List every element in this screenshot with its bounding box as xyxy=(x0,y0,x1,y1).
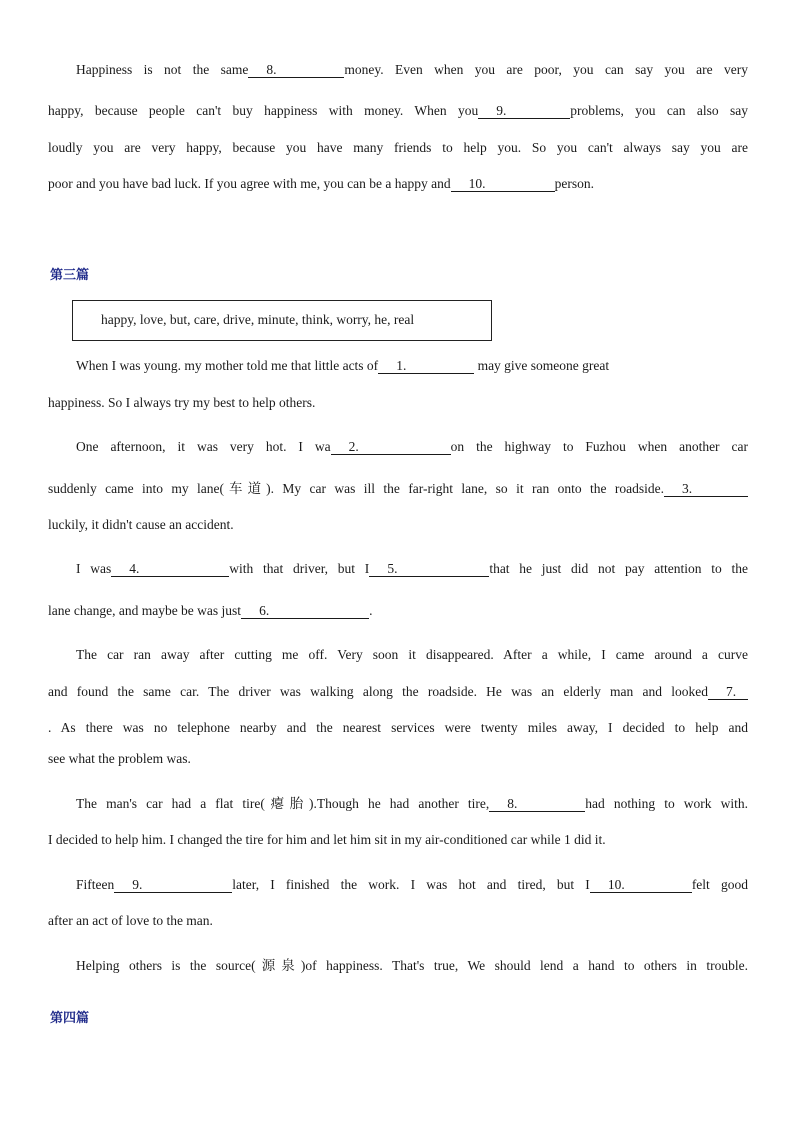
answer-blank[interactable]: 7. xyxy=(708,684,748,700)
paragraph-line: luckily, it didn't cause an accident. xyxy=(48,517,234,532)
paragraph-line: . As there was no telephone nearby and the nearest services were twenty miles away, I decided to help and xyxy=(48,720,748,735)
answer-blank[interactable]: 8. xyxy=(248,62,344,78)
paragraph-line: poor and you have bad luck. If you agree with me, you can be a happy and 10. person. xyxy=(48,176,594,191)
paragraph-line: Fifteen 9. later, I finished the work. I was hot and tired, but I 10. felt good xyxy=(76,877,748,892)
paragraph-line: suddenly came into my lane(车道). My car was ill the far-right lane, so it ran onto the roadside. 3. xyxy=(48,480,748,498)
answer-blank[interactable]: 5. xyxy=(369,561,489,577)
answer-blank[interactable]: 3. xyxy=(664,481,748,497)
paragraph-line: One afternoon, it was very hot. I wa 2. on the highway to Fuzhou when another car xyxy=(76,439,748,454)
paragraph-line: see what the problem was. xyxy=(48,751,191,766)
word-bank: happy, love, but, care, drive, minute, think, worry, he, real xyxy=(101,312,415,327)
answer-blank[interactable]: 9. xyxy=(478,103,570,119)
paragraph-line: Helping others is the source(源泉)of happiness. That's true, We should lend a hand to others in trouble. xyxy=(76,958,748,973)
paragraph-line: happiness. So I always try my best to help others. xyxy=(48,395,316,410)
paragraph-line: and found the same car. The driver was walking along the roadside. He was an elderly man and looked 7. xyxy=(48,683,748,701)
paragraph-line: I was 4. with that driver, but I 5. that he just did not pay attention to the xyxy=(76,561,749,576)
answer-blank[interactable]: 1. xyxy=(378,358,474,374)
answer-blank[interactable]: 2. xyxy=(331,439,451,455)
paragraph-line: loudly you are very happy, because you have many friends to help you. So you can't always say you are xyxy=(48,140,748,155)
paragraph-line: The car ran away after cutting me off. Very soon it disappeared. After a while, I came around a curve xyxy=(76,647,748,662)
answer-blank[interactable]: 8. xyxy=(489,796,585,812)
word-bank-box xyxy=(72,300,492,341)
paragraph-line: The man's car had a flat tire(瘪胎).Though he had another tire, 8. had nothing to work with. xyxy=(76,796,748,811)
section-heading: 第四篇 xyxy=(50,1011,90,1026)
paragraph-line: When I was young. my mother told me that little acts of 1. may give someone great xyxy=(76,358,610,373)
paragraph-line: Happiness is not the same 8. money. Even when you are poor, you can say you are very xyxy=(76,62,748,77)
answer-blank[interactable]: 6. xyxy=(241,603,369,619)
answer-blank[interactable]: 4. xyxy=(111,561,229,577)
paragraph-line: lane change, and maybe be was just 6. . xyxy=(48,603,373,618)
section-heading: 第三篇 xyxy=(50,268,90,283)
answer-blank[interactable]: 10. xyxy=(451,176,555,192)
paragraph-line: happy, because people can't buy happiness with money. When you 9. problems, you can also say xyxy=(48,103,748,118)
paragraph-line: I decided to help him. I changed the tire for him and let him sit in my air-conditioned car while 1 did it. xyxy=(48,832,606,847)
answer-blank[interactable]: 10. xyxy=(590,877,692,893)
answer-blank[interactable]: 9. xyxy=(114,877,232,893)
paragraph-line: after an act of love to the man. xyxy=(48,913,213,928)
